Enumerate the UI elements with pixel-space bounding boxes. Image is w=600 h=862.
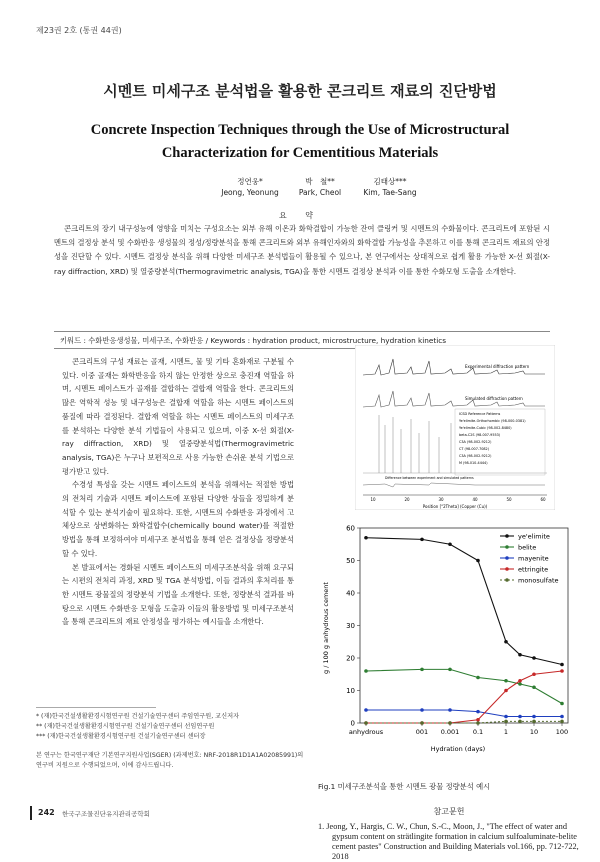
- xrd-ref-label: C3A (98-002-9212): [459, 440, 492, 444]
- chart-data-point: [504, 679, 508, 683]
- chart-series-line-ettringite: [366, 671, 562, 723]
- journal-issue-header: 제23권 2호 (통권 44권): [36, 26, 122, 35]
- footnote-1: * (재)한국건설생활환경시험연구원 건설기술연구센터 주임연구원, 교신저자: [36, 713, 240, 720]
- author-3-ko: 김태상***: [373, 177, 407, 186]
- chart-y-tick-label: 10: [346, 687, 355, 695]
- journal-name: 한국구조물진단유지관리공학회: [62, 810, 150, 818]
- chart-data-point: [448, 708, 452, 712]
- chart-data-point: [476, 559, 480, 563]
- chart-x-tick-label: 001: [415, 728, 429, 736]
- chart-data-point: [560, 663, 564, 667]
- chart-data-point: [560, 720, 564, 724]
- chart-data-point: [518, 682, 522, 686]
- chart-data-point: [518, 653, 522, 657]
- keywords: 키워드 : 수화반응생성물, 미세구조, 수화반응 / Keywords : hydration product, microstructure, hydration kinetics: [60, 336, 447, 345]
- chart-data-point: [504, 715, 508, 719]
- xrd-tick: 40: [472, 497, 478, 502]
- chart-y-tick-label: 50: [346, 557, 355, 565]
- xrd-tick: 30: [438, 497, 444, 502]
- hydration-phase-chart: [318, 518, 580, 758]
- xrd-ref-label: Ye'elimite-Orthorhombic (98-000-0381): [459, 419, 526, 423]
- chart-data-point: [476, 718, 480, 722]
- korean-title: 시멘트 미세구조 분석법을 활용한 콘크리트 재료의 진단방법: [103, 82, 497, 100]
- chart-data-point: [560, 702, 564, 706]
- chart-data-point: [364, 669, 368, 673]
- body-paragraph-3: 본 발표에서는 경화된 시멘트 페이스트의 미세구조분석을 위해 요구되는 시편의 전처리 과정, XRD 및 TGA 분석방법, 이들 결과의 후처리를 통한 시멘트 광물질의 정량분석 기법을 소개한다. 또한, 정량분석 결과를 바탕으로 시멘트 수화반응 모형을 도출과 이들의 활용방법 및 미세구조분석을 통해 콘크리트의 재료 안정성을 평가하는 예시들을 소개한다.: [62, 562, 294, 627]
- chart-data-point: [518, 720, 522, 724]
- chart-data-point: [448, 721, 452, 725]
- chart-data-point: [420, 668, 424, 672]
- chart-y-tick-label: 60: [346, 524, 355, 533]
- chart-x-axis-label: Hydration (days): [430, 745, 486, 753]
- xrd-ref-label: C3A (98-002-9212): [459, 454, 492, 458]
- chart-data-point: [518, 679, 522, 683]
- funding-note: 본 연구는 한국연구재단 기본연구지원사업(SGER) (과제번호: NRF-2018R1D1A1A02085991)의 연구비 지원으로 수행되었으며, 이에 감사드립니다.: [36, 751, 304, 769]
- chart-legend-marker: [505, 534, 509, 538]
- chart-data-point: [420, 721, 424, 725]
- chart-x-tick-label: 0.1: [472, 728, 484, 736]
- chart-y-tick-label: 20: [346, 654, 355, 663]
- xrd-tick: 20: [404, 497, 410, 502]
- chart-legend-label: monosulfate: [518, 576, 559, 585]
- chart-x-tick-label: 100: [555, 728, 569, 736]
- chart-data-point: [420, 538, 424, 542]
- chart-data-point: [504, 689, 508, 693]
- chart-data-point: [560, 669, 564, 673]
- chart-data-point: [364, 721, 368, 725]
- chart-x-tick-label: 10: [529, 728, 539, 736]
- body-text-column: [62, 355, 294, 629]
- chart-data-point: [532, 685, 536, 689]
- chart-legend-label: ettringite: [518, 565, 549, 574]
- chart-data-point: [560, 715, 564, 719]
- xrd-tick: 60: [540, 497, 546, 502]
- xrd-tick: 50: [506, 497, 512, 502]
- xrd-ref-label: CT (98-007-7082): [459, 447, 490, 451]
- xrd-label-simulated: Simulated diffraction pattern: [465, 396, 523, 401]
- reference-item: 1. Jeong, Y., Hargis, C. W., Chun, S.-C., Moon, J., "The effect of water and gypsum content on strätlingite formation in calcium sulfoaluminate-belite cement pastes" Construction and Building Materials vol.166, pp. 712-722, 2018: [318, 822, 579, 861]
- chart-y-tick-label: 30: [346, 622, 355, 630]
- chart-y-axis-label: g / 100 g anhydrous cement: [322, 582, 330, 674]
- body-paragraph-2: 수경성 특성을 갖는 시멘트 페이스트의 분석을 위해서는 적절한 방법의 전처리 기술과 시멘트 페이스트에 포함된 다양한 상들을 정밀하게 분석할 수 있는 분석기술이 필요하다. 또한, 시멘트의 수화반응 과정에서 고체상으로 상변화하는 화학결합수(chemically bound water)를 적절한 방법을 통해 보정하여야 미세구조 분석법을 통해 얻은 결정상을 정량분석 할 수 있다.: [62, 480, 294, 558]
- chart-data-point: [504, 640, 508, 644]
- chart-data-point: [476, 721, 480, 725]
- references-heading: 참고문헌: [433, 807, 465, 816]
- chart-legend-label: belite: [518, 543, 537, 552]
- footnote-2: ** (재)한국건설생활환경시험연구원 건설기술연구센터 선임연구원: [36, 723, 215, 731]
- chart-data-point: [364, 708, 368, 712]
- chart-legend-marker: [505, 567, 509, 571]
- abstract-text: 콘크리트의 장기 내구성능에 영향을 미치는 구성요소는 외부 유해 이온과 화학결합이 가능한 잔여 클링커 및 시멘트의 수화물이다. 콘크리트에 포함된 시멘트의 결정상 분석 및 수화반응 생성물의 정성/정량분석을 통해 콘크리트와 외부 유해인자와의 화학결합 가능성을 추론하고 이를 통해 콘크리트 재료의 안정성을 진단할 수 있다. 시멘트 결정상 분석을 위해 다양한 미세구조 분석법들이 활용될 수 있으나, 본 연구에서는 상대적으로 쉽게 활용 가능한 X-선 회절(X-ray diffraction, XRD) 및 열중량분석(Thermogravimetric analysis, TGA)을 통한 시멘트 결정상 분석과 이를 통한 수화모형 도출을 소개한다.: [54, 224, 550, 276]
- chart-data-point: [448, 542, 452, 546]
- chart-data-point: [532, 715, 536, 719]
- chart-data-point: [364, 536, 368, 540]
- english-title-line2: Characterization for Cementitious Materials: [161, 145, 439, 161]
- abstract-heading: 요 약: [279, 211, 321, 220]
- xrd-ref-label: M (98-010-4444): [459, 461, 488, 465]
- author-1-ko: 정연웅*: [237, 177, 263, 186]
- keywords-top-divider: [54, 331, 550, 332]
- chart-legend-label: ye'elimite: [518, 532, 550, 541]
- figure-caption: Fig.1 미세구조분석을 통한 시멘트 광물 정량분석 예시: [318, 782, 491, 791]
- body-paragraph-1: 콘크리트의 구성 재료는 골재, 시멘트, 물 및 기타 혼화재로 구분될 수 있다. 이중 골재는 화학반응을 하지 않는 안정한 상으로 충진재 역할을 하며, 시멘트 페이스트가 골재를 결합하는 결합재 역할을 한다. 콘크리트의 많은 역학적 성능 및 내구성능은 결합재 역할을 하는 시멘트 페이스트의 품질에 따라 결정된다. 결합재 역할을 하는 시멘트 페이스트의 미세구조를 분석하는 다양한 분석 기법들이 사용되고 있으며, 이중 X-선 회절(X-ray diffraction, XRD) 및 열중량분석법(Thermogravimetric analysis, TGA)은 누구나 보편적으로 사용 가능한 손쉬운 분석 기법으로 평가받고 있다.: [62, 357, 294, 476]
- author-1-en: Jeong, Yeonung: [221, 188, 279, 197]
- chart-y-tick-label: 40: [346, 589, 355, 598]
- chart-data-point: [476, 676, 480, 680]
- author-3-en: Kim, Tae-Sang: [363, 188, 417, 197]
- references-list: [318, 822, 580, 862]
- footnotes: [36, 712, 306, 771]
- author-2-ko: 박 철**: [305, 177, 335, 186]
- author-2-en: Park, Cheol: [298, 188, 342, 197]
- xrd-x-axis-label: Position [°2Theta] (Copper (Cu)): [422, 504, 488, 509]
- chart-data-point: [532, 720, 536, 724]
- chart-legend-marker: [505, 578, 509, 582]
- xrd-difference-label: Difference between experiment and simulated patterns: [385, 476, 474, 480]
- footnote-divider: [36, 707, 156, 708]
- chart-data-point: [448, 668, 452, 672]
- chart-x-tick-label: 1: [503, 728, 509, 736]
- chart-y-tick-label: 0: [350, 719, 355, 728]
- chart-data-point: [532, 656, 536, 660]
- xrd-ref-label: Ye'elimite-Cubic (98-002-8480): [459, 426, 512, 430]
- chart-legend-marker: [505, 545, 509, 549]
- xrd-pattern-figure: [355, 345, 555, 510]
- page-number: 242: [38, 808, 55, 817]
- english-title-line1: Concrete Inspection Techniques through the Use of Microstructural: [90, 122, 510, 138]
- chart-x-tick-label: 0.001: [440, 728, 460, 736]
- chart-data-point: [532, 672, 536, 676]
- chart-data-point: [518, 715, 522, 719]
- chart-legend-marker: [505, 556, 509, 560]
- xrd-ref-label: ICSD Reference Patterns: [459, 412, 501, 416]
- chart-legend-label: mayenite: [518, 554, 549, 563]
- chart-data-point: [420, 708, 424, 712]
- footnote-3: *** (재)한국건설생활환경시험연구원 건설기술연구센터 센터장: [36, 733, 206, 741]
- xrd-tick: 10: [370, 497, 376, 502]
- chart-data-point: [476, 710, 480, 714]
- xrd-label-experimental: Experimental diffraction pattern: [465, 364, 530, 369]
- footer-bar: [30, 806, 32, 820]
- chart-data-point: [504, 720, 508, 724]
- xrd-ref-label: beta-C2S (98-007-9553): [459, 433, 501, 437]
- chart-x-tick-label: anhydrous: [348, 728, 384, 736]
